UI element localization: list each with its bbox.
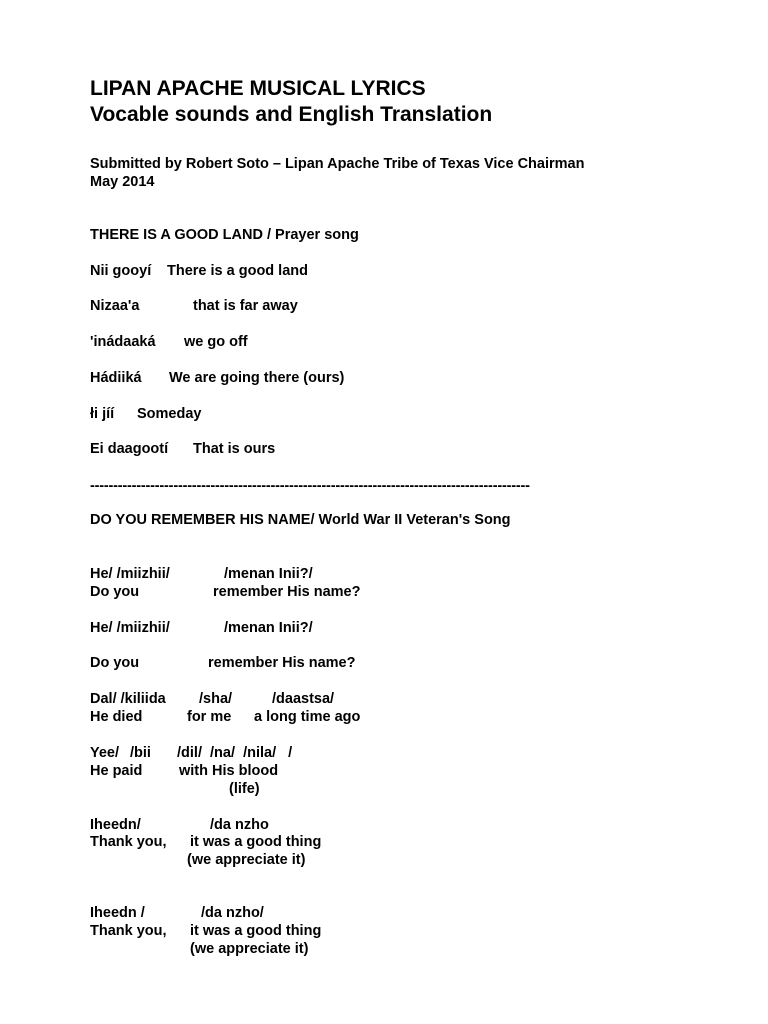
vocable-line: /sha/ — [199, 691, 233, 707]
translation-line: Do you — [90, 655, 140, 671]
translation-line: a long time ago — [254, 709, 361, 725]
vocable-line: /bii — [130, 745, 151, 761]
vocable-line: /daastsa/ — [272, 691, 335, 707]
translation-line: (we appreciate it) — [190, 941, 309, 957]
translation-line: remember His name? — [208, 655, 356, 671]
translation-line: remember His name? — [213, 584, 361, 600]
lyric-english: That is ours — [193, 441, 276, 457]
translation-line: Thank you, — [90, 923, 167, 939]
translation-line: Do you — [90, 584, 140, 600]
vocable-line: He/ /miizhii/ — [90, 620, 170, 636]
translation-line: (life) — [229, 781, 260, 797]
vocable-line: /menan Inii?/ — [224, 620, 313, 636]
song-heading: DO YOU REMEMBER HIS NAME/ World War II Veteran's Song — [90, 512, 511, 528]
translation-line: it was a good thing — [190, 923, 322, 939]
lyric-english: Someday — [137, 406, 202, 422]
document-subtitle: Vocable sounds and English Translation — [90, 103, 493, 126]
lyric-native: Nii gooyí — [90, 263, 152, 279]
vocable-line: Dal/ /kiliida — [90, 691, 166, 707]
translation-line: with His blood — [179, 763, 279, 779]
lyric-english: We are going there (ours) — [169, 370, 345, 386]
vocable-line: Iheedn/ — [90, 817, 141, 833]
submitted-by: Submitted by Robert Soto – Lipan Apache Tribe of Texas Vice Chairman — [90, 156, 585, 172]
lyric-english: that is far away — [193, 298, 298, 314]
submission-date: May 2014 — [90, 174, 155, 190]
vocable-line: /dil/ /na/ /nila/ / — [177, 745, 293, 761]
translation-line: it was a good thing — [190, 834, 322, 850]
vocable-line: /menan Inii?/ — [224, 566, 313, 582]
lyric-native: 'inádaaká — [90, 334, 156, 350]
translation-line: Thank you, — [90, 834, 167, 850]
lyric-native: Ei daagootí — [90, 441, 169, 457]
section-divider: ----------------------------------------------------------------------------------------------- — [90, 478, 530, 494]
translation-line: (we appreciate it) — [187, 852, 306, 868]
vocable-line: Iheedn / — [90, 905, 145, 921]
translation-line: He paid — [90, 763, 143, 779]
lyric-english: There is a good land — [167, 263, 308, 279]
song-heading: THERE IS A GOOD LAND / Prayer song — [90, 227, 359, 243]
lyric-native: łi jíí — [90, 406, 115, 422]
vocable-line: He/ /miizhii/ — [90, 566, 170, 582]
document-title: LIPAN APACHE MUSICAL LYRICS — [90, 77, 426, 100]
vocable-line: /da nzho — [210, 817, 269, 833]
vocable-line: Yee/ — [90, 745, 120, 761]
vocable-line: /da nzho/ — [201, 905, 264, 921]
translation-line: He died — [90, 709, 143, 725]
lyric-native: Hádiiká — [90, 370, 142, 386]
translation-line: for me — [187, 709, 232, 725]
lyric-english: we go off — [184, 334, 248, 350]
lyric-native: Nizaa'a — [90, 298, 140, 314]
